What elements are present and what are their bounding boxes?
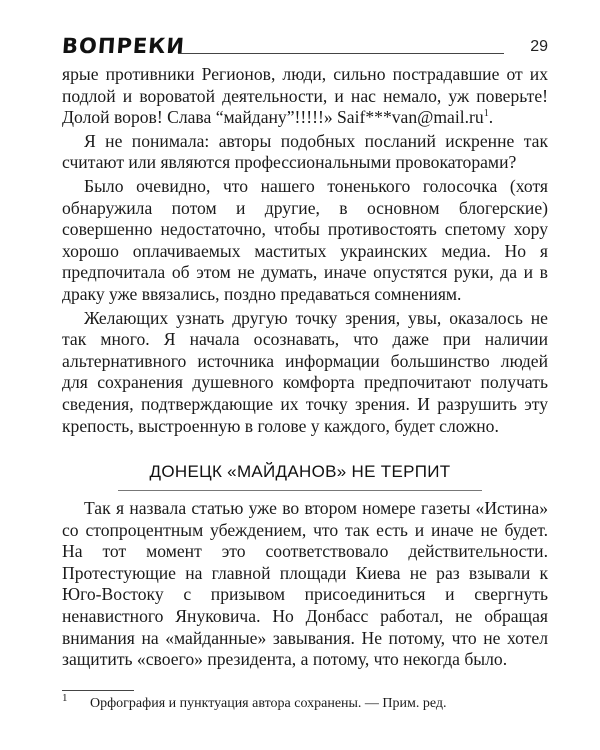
- section-heading: ДОНЕЦК «МАЙДАНОВ» НЕ ТЕРПИТ: [149, 462, 451, 481]
- footnote-reference: 1: [483, 108, 489, 120]
- paragraph-1-text: ярые противники Регионов, люди, сильно пострадавшие от их подлой и вороватой деятельности, и нас немало, уж поверьте! Долой воров! Слава “майдану”!!!!!» Saif***van@mail.ru: [62, 64, 548, 128]
- footnote-rule: [62, 690, 134, 691]
- footnote-text: Орфография и пунктуация автора сохранены. — Прим. ред.: [90, 696, 447, 711]
- header-rule: [178, 53, 504, 54]
- paragraph-1: ярые противники Регионов, люди, сильно пострадавшие от их подлой и вороватой деятельности, и нас немало, уж поверьте! Долой воров! Слава “майдану”!!!!!» $Saif***van@mail.ru^1$.: [62, 64, 548, 128]
- section-text: [62, 498, 548, 673]
- page-number: 29: [530, 38, 548, 55]
- section-rule: [118, 490, 482, 491]
- section-paragraph: Так я назвала статью уже во втором номере газеты «Истина» со стопроцентным убеждением, что так есть и иначе не будет. На тот момент это соответствовало действительности. Протестующие на главной площади Киева не раз взывали к Юго-Востоку с призывом присоединиться и свергнуть ненавистного Януковича. Но Донбасс работал, не обращая внимания на «майданные» завывания. Не потому, что не хотел защитить «своего» президента, а потому, что некогда было.: [62, 498, 548, 670]
- paragraph-4: Желающих узнать другую точку зрения, увы, оказалось не так много. Я начала осознавать, что даже при наличии альтернативного источника информации большинство людей для сохранения душевного комфорта предпочитают получать сведения, подтверждающие их точку зрения. И разрушить эту крепость, выстроенную в голове у каждого, будет сложно.: [62, 307, 548, 436]
- main-text: [62, 64, 548, 439]
- running-title: ВОПРЕКИ: [61, 34, 186, 58]
- paragraph-2: Я не понимала: авторы подобных посланий искренне так считают или являются профессиональными провокаторами?: [62, 130, 548, 173]
- running-header: [62, 34, 548, 64]
- paragraph-3: Было очевидно, что нашего тоненького голосочка (хотя обнаружила потом и другие, в основном блогерские) совершенно недостаточно, чтобы противостоять спетому хору хорошо оплачиваемых маститых украинских медиа. Но я предпочитала об этом не думать, иначе опустятся руки, да и в драку уже ввязались, поздно предаваться сомнениям.: [62, 175, 548, 304]
- footnote: 1 Орфография и пунктуация автора сохранены. — Прим. ред.: [62, 692, 447, 711]
